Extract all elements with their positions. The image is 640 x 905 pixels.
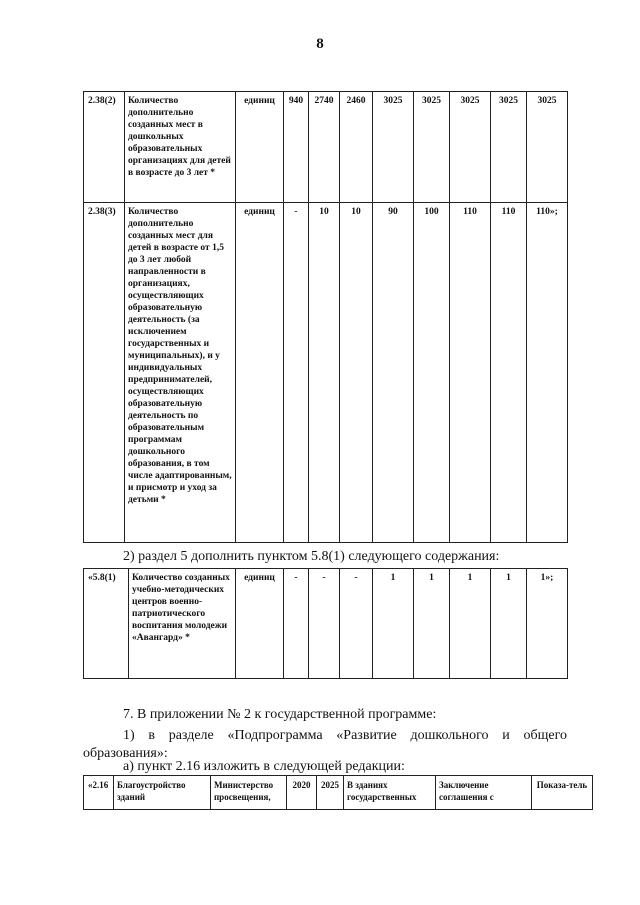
row-value: 1 <box>450 569 491 679</box>
row-value: 2740 <box>309 92 340 203</box>
row-value: 10 <box>340 203 373 543</box>
row-code: 2.38(2) <box>84 92 125 203</box>
page-number: 8 <box>316 36 324 52</box>
paragraph-point-2-16: а) пункт 2.16 изложить в следующей редакции: <box>123 759 405 774</box>
row-responsible: Министерство просвещения, <box>211 776 287 810</box>
paragraph-section5: 2) раздел 5 дополнить пунктом 5.8(1) следующего содержания: <box>123 549 500 564</box>
row-value: 1 <box>373 569 414 679</box>
row-indicator: Показа-тель <box>532 776 593 810</box>
row-year-end: 2025 <box>317 776 344 810</box>
row-value: 940 <box>284 92 309 203</box>
paragraph-subprogram-line2: образования»: <box>83 746 168 761</box>
row-value: 3025 <box>527 92 568 203</box>
table-row <box>84 92 568 203</box>
row-value: 1 <box>414 569 450 679</box>
row-unit: единиц <box>236 569 284 679</box>
row-unit: единиц <box>236 92 284 203</box>
row-value: 3025 <box>414 92 450 203</box>
row-code: «5.8(1) <box>84 569 129 679</box>
table-row <box>84 776 593 810</box>
row-value: - <box>340 569 373 679</box>
indicators-table <box>83 91 568 543</box>
table-row <box>84 203 568 543</box>
row-measure-name: Благоустройство зданий <box>114 776 211 810</box>
row-value: 90 <box>373 203 414 543</box>
row-value: 1 <box>491 569 527 679</box>
row-value: - <box>309 569 340 679</box>
row-indicator-name: Количество созданных учебно-методических центров военно-патриотического воспитания молодежи «Авангард» * <box>129 569 236 679</box>
row-year-start: 2020 <box>287 776 317 810</box>
row-directions: Заключение соглашения с <box>436 776 532 810</box>
row-value: - <box>284 203 309 543</box>
row-value: 100 <box>414 203 450 543</box>
paragraph-subprogram-line1: 1) в разделе «Подпрограмма «Развитие дошкольного и общего <box>123 728 567 743</box>
row-unit: единиц <box>236 203 284 543</box>
paragraph-appendix: 7. В приложении № 2 к государственной программе: <box>123 707 437 722</box>
row-value: 1»; <box>527 569 568 679</box>
row-value: 2460 <box>340 92 373 203</box>
measures-table-2-16 <box>83 775 593 810</box>
table-row <box>84 569 568 679</box>
row-value: 110 <box>450 203 491 543</box>
row-value: 3025 <box>491 92 527 203</box>
row-value: 110 <box>491 203 527 543</box>
row-expected-result: В зданиях государственных <box>344 776 436 810</box>
row-value: 3025 <box>450 92 491 203</box>
row-value: 10 <box>309 203 340 543</box>
row-code: 2.38(3) <box>84 203 125 543</box>
row-code: «2.16 <box>84 776 114 810</box>
row-indicator-name: Количество дополнительно созданных мест в дошкольных образовательных организациях для детей в возрасте до 3 лет * <box>125 92 236 203</box>
row-value: - <box>284 569 309 679</box>
row-value: 110»; <box>527 203 568 543</box>
row-indicator-name: Количество дополнительно созданных мест для детей в возрасте от 1,5 до 3 лет любой направленности в организациях, осуществляющих образовательную деятельность (за исключением государственных и муниципальных), и у индивидуальных предпринимателей, осуществляющих образовательную деятельность по образовательным программам дошкольного образования, в том числе адаптированным, и присмотр и уход за детьми * <box>125 203 236 543</box>
indicator-table-5-8-1 <box>83 568 568 679</box>
row-value: 3025 <box>373 92 414 203</box>
